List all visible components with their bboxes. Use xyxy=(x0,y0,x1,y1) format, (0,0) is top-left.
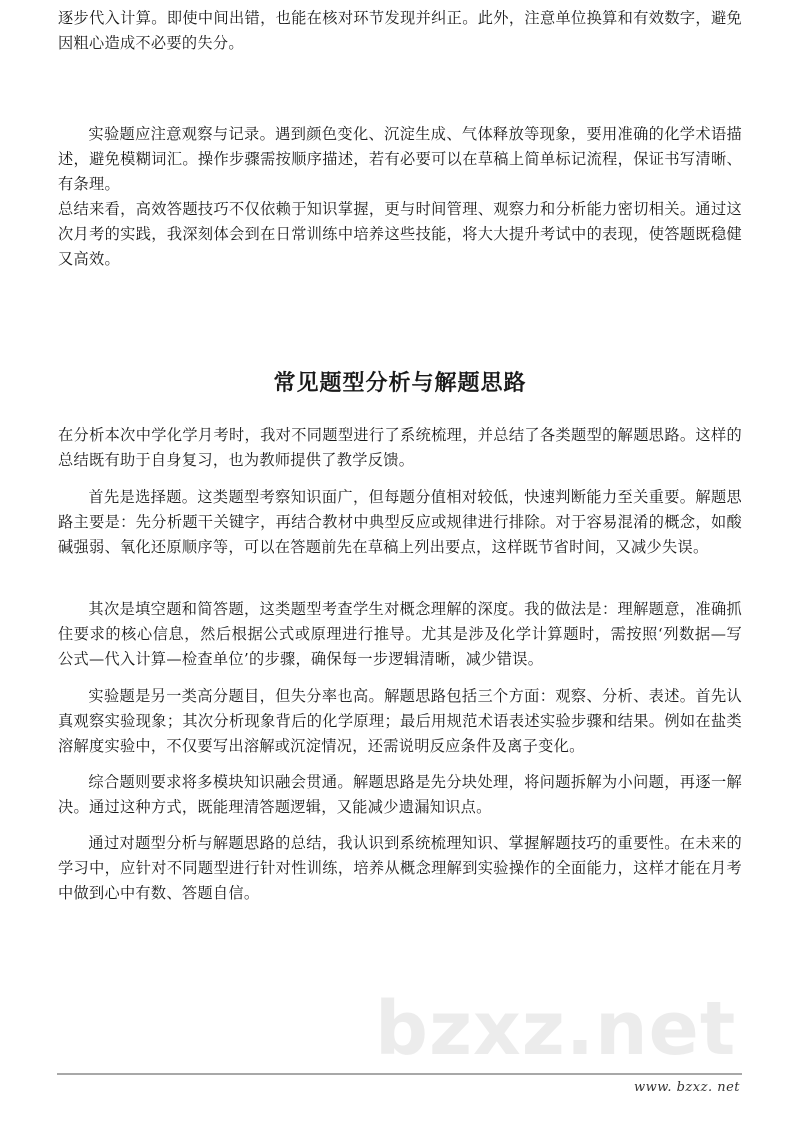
watermark-logo: bzxz.net xyxy=(375,986,737,1072)
section-paragraph-comprehensive: 综合题则要求将多模块知识融会贯通。解题思路是先分块处理，将问题拆解为小问题，再逐一解决。通过这种方式，既能理清答题逻辑，又能减少遗漏知识点。 xyxy=(58,773,742,816)
section-paragraph-multiple-choice: 首先是选择题。这类题型考察知识面广，但每题分值相对较低，快速判断能力至关重要。解题思路主要是：先分析题干关键字，再结合教材中典型反应或规律进行排除。对于容易混淆的概念，如酸碱强弱、氧化还原顺序等，可以在答题前先在草稿上列出要点，这样既节省时间，又减少失误。 xyxy=(58,488,742,556)
section-paragraph-intro: 在分析本次中学化学月考时，我对不同题型进行了系统梳理，并总结了各类题型的解题思路。这样的总结既有助于自身复习，也为教师提供了教学反馈。 xyxy=(58,426,742,469)
section-paragraph-fill-blank: 其次是填空题和简答题，这类题型考查学生对概念理解的深度。我的做法是：理解题意，准确抓住要求的核心信息，然后根据公式或原理进行推导。尤其是涉及化学计算题时，需按照‘列数据—写公式—代入计算—检查单位’的步骤，确保每一步逻辑清晰，减少错误。 xyxy=(58,600,742,668)
section-paragraph-conclusion: 通过对题型分析与解题思路的总结，我认识到系统梳理知识、掌握解题技巧的重要性。在未来的学习中，应针对不同题型进行针对性训练，培养从概念理解到实验操作的全面能力，这样才能在月考中做到心中有数、答题自信。 xyxy=(58,834,742,902)
footer-divider xyxy=(57,1073,742,1075)
section-title: 常见题型分析与解题思路 xyxy=(273,371,527,396)
paragraph-summary: 总结来看，高效答题技巧不仅依赖于知识掌握，更与时间管理、观察力和分析能力密切相关。通过这次月考的实践，我深刻体会到在日常训练中培养这些技能，将大大提升考试中的表现，使答题既稳健又高效。 xyxy=(58,200,742,268)
paragraph-continuation: 逐步代入计算。即使中间出错，也能在核对环节发现并纠正。此外，注意单位换算和有效数字，避免因粗心造成不必要的失分。 xyxy=(58,9,742,52)
paragraph-experiment-tips: 实验题应注意观察与记录。遇到颜色变化、沉淀生成、气体释放等现象，要用准确的化学术语描述，避免模糊词汇。操作步骤需按顺序描述，若有必要可以在草稿上简单标记流程，保证书写清晰、有条理。 xyxy=(58,125,742,193)
footer-url: www. bzxz. net xyxy=(633,1080,740,1095)
section-paragraph-experiment: 实验题是另一类高分题目，但失分率也高。解题思路包括三个方面：观察、分析、表述。首先认真观察实验现象；其次分析现象背后的化学原理；最后用规范术语表述实验步骤和结果。例如在盐类溶解度实验中，不仅要写出溶解或沉淀情况，还需说明反应条件及离子变化。 xyxy=(58,687,742,755)
